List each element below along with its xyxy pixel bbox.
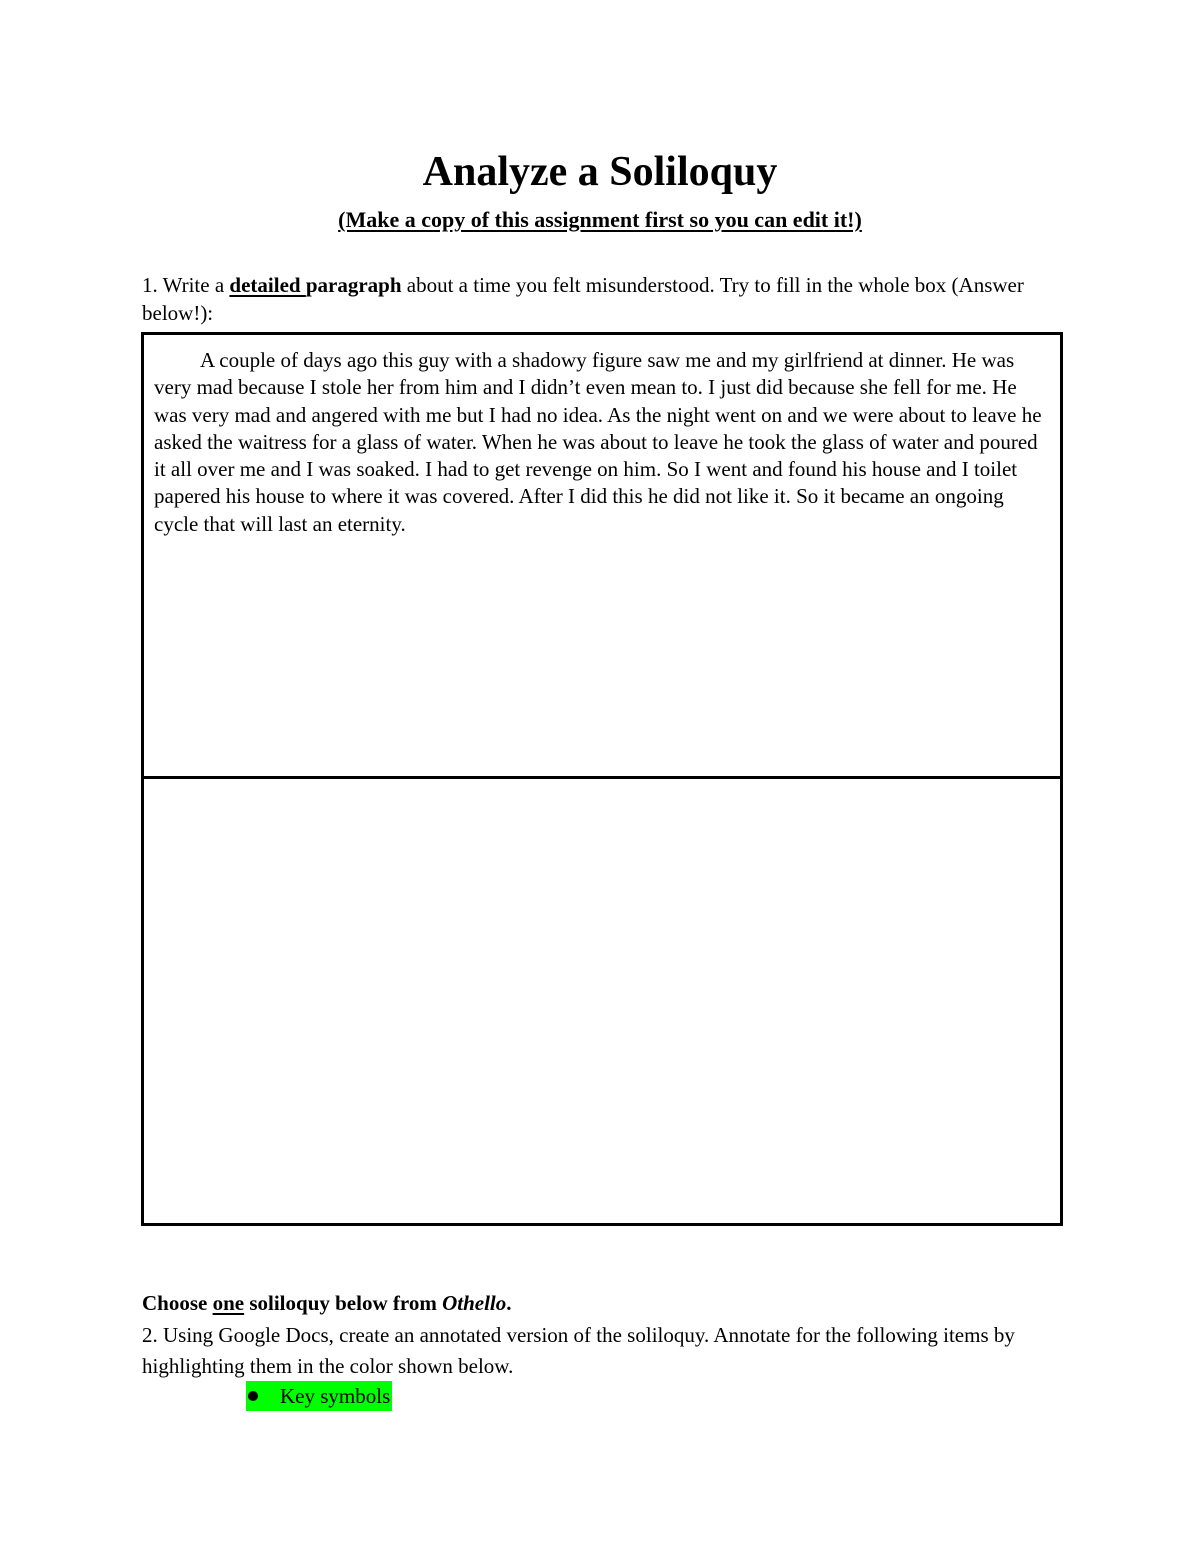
bullet-label: Key symbols xyxy=(280,1384,391,1408)
question-1-emphasis: paragraph xyxy=(305,273,402,297)
question-2: 2. Using Google Docs, create an annotated version of the soliloquy. Annotate for the following items by highlighting them in the color shown below. xyxy=(142,1323,1015,1378)
answer-paragraph: A couple of days ago this guy with a shadowy figure saw me and my girlfriend at dinner. He was very mad because I stole her from him and I didn’t even mean to. I just did because she fell for me. He was very mad and angered with me but I had no idea. As the night went on and we were about to leave he asked the waitress for a glass of water. When he was about to leave he took the glass of water and poured it all over me and I was soaked. I had to get revenge on him. So I went and found his house and I toilet papered his house to where it was covered. After I did this he did not like it. So it became an ongoing cycle that will last an eternity. xyxy=(154,348,1042,536)
choose-prefix: Choose xyxy=(142,1291,213,1315)
answer-cell[interactable] xyxy=(144,335,1060,779)
question-1-emphasis-underlined: detailed xyxy=(229,273,306,297)
choose-underlined: one xyxy=(212,1291,245,1315)
choose-play-title: Othello xyxy=(442,1291,507,1315)
question-1 xyxy=(142,271,1062,327)
page-subtitle xyxy=(0,205,1200,235)
bullet-item-key-symbols xyxy=(246,1381,392,1411)
answer-box xyxy=(141,332,1063,1226)
question-1-prefix: 1. Write a xyxy=(142,273,230,297)
choose-middle: soliloquy below from xyxy=(244,1291,443,1315)
choose-suffix: . xyxy=(506,1291,512,1315)
empty-answer-cell[interactable] xyxy=(144,779,1060,1223)
bullet-dot-icon xyxy=(248,1391,258,1401)
question-1-suffix: about a time you felt misunderstood. Try to fill in the whole box (Answer below!): xyxy=(142,273,1024,325)
subtitle-text: (Make a copy of this assignment first so you can edit it!) xyxy=(338,207,862,232)
choose-instruction xyxy=(142,1289,1062,1317)
page-title: Analyze a Soliloquy xyxy=(422,149,778,195)
